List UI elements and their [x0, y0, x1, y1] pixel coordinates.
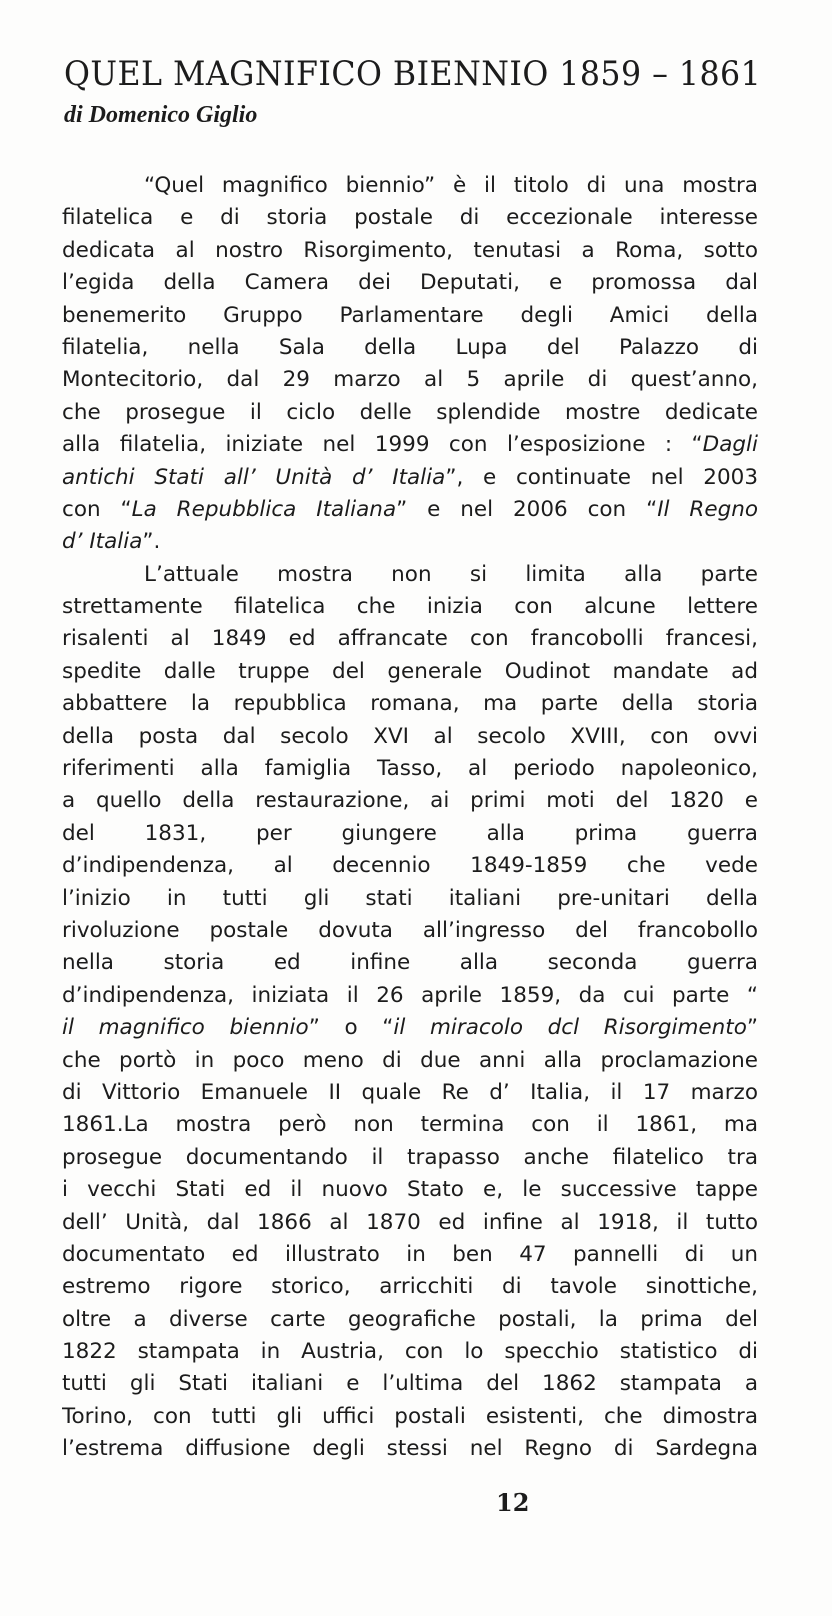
body-line: [62, 1368, 758, 1400]
body-line: [62, 1207, 758, 1239]
text-segment: benemerito Gruppo Parlamentare degli Amici della: [62, 302, 758, 328]
text-segment: l’egida della Camera dei Deputati, e promossa dal: [62, 270, 758, 296]
text-segment: ”.: [142, 529, 161, 555]
text-segment: ”, e continuate nel 2003: [445, 464, 758, 490]
body-line: [62, 623, 758, 655]
text-segment: ” o “: [308, 1015, 394, 1041]
body-line: [62, 494, 758, 526]
article-title: QUEL MAGNIFICO BIENNIO 1859 – 1861: [64, 54, 762, 94]
body-line: [62, 1174, 758, 1206]
body-line: [62, 1142, 758, 1174]
text-segment: filatelica e di storia postale di eccezionale interesse: [62, 205, 758, 231]
text-segment: che portò in poco meno di due anni alla proclamazione: [62, 1047, 758, 1073]
body-line: [62, 559, 758, 591]
body-line: [62, 1012, 758, 1044]
text-segment: Montecitorio, dal 29 marzo al 5 aprile di quest’anno,: [62, 367, 758, 393]
body-line: [62, 429, 758, 461]
body-line: [62, 1045, 758, 1077]
article-byline: di Domenico Giglio: [64, 102, 258, 128]
body-line: [62, 721, 758, 753]
body-line: [62, 656, 758, 688]
body-line: [62, 1401, 758, 1433]
article-body: [62, 170, 758, 1466]
text-segment: risalenti al 1849 ed affrancate con francobolli francesi,: [62, 626, 758, 652]
text-segment: abbattere la repubblica romana, ma parte della storia: [62, 691, 758, 717]
page-number: 12: [496, 1488, 530, 1517]
text-segment: del 1831, per giungere alla prima guerra: [62, 820, 758, 846]
text-segment: dedicata al nostro Risorgimento, tenutasi a Roma, sotto: [62, 237, 758, 263]
text-segment: della posta dal secolo XVI al secolo XVIII, con ovvi: [62, 723, 758, 749]
text-segment: che prosegue il ciclo delle splendide mostre dedicate: [62, 399, 758, 425]
text-segment: riferimenti alla famiglia Tasso, al periodo napoleonico,: [62, 756, 758, 782]
body-line: [62, 267, 758, 299]
text-segment: di Vittorio Emanuele II quale Re d’ Italia, il 17 marzo: [62, 1079, 758, 1105]
body-line: [62, 688, 758, 720]
text-segment: ” e nel 2006 con “: [396, 496, 658, 522]
text-segment: ”: [746, 1015, 758, 1041]
body-line: [62, 850, 758, 882]
body-line: [62, 591, 758, 623]
italic-text-segment: il magnifico biennio: [62, 1015, 309, 1041]
text-segment: estremo rigore storico, arricchiti di tavole sinottiche,: [62, 1274, 758, 1300]
body-line: [62, 364, 758, 396]
text-segment: filatelia, nella Sala della Lupa del Palazzo di: [62, 334, 758, 360]
text-segment: l’estrema diffusione degli stessi nel Regno di Sardegna: [62, 1436, 758, 1462]
body-line: [62, 462, 758, 494]
body-line: [62, 300, 758, 332]
text-segment: d’indipendenza, iniziata il 26 aprile 1859, da cui parte “: [62, 982, 758, 1008]
body-line: [62, 1271, 758, 1303]
text-segment: d’indipendenza, al decennio 1849-1859 che vede: [62, 853, 758, 879]
body-line: [62, 1304, 758, 1336]
text-segment: documentato ed illustrato in ben 47 pannelli di un: [62, 1241, 758, 1267]
text-segment: tutti gli Stati italiani e l’ultima del 1862 stampata a: [62, 1371, 758, 1397]
body-line: [62, 170, 758, 202]
italic-text-segment: il miracolo dcl Risorgimento: [393, 1015, 747, 1041]
body-line: [62, 980, 758, 1012]
body-line: [62, 947, 758, 979]
text-segment: spedite dalle truppe del generale Oudinot mandate ad: [62, 658, 758, 684]
body-line: [62, 753, 758, 785]
body-line: [62, 332, 758, 364]
text-segment: alla filatelia, iniziate nel 1999 con l’esposizione : “: [62, 432, 703, 458]
text-segment: 1822 stampata in Austria, con lo specchio statistico di: [62, 1339, 758, 1365]
text-segment: rivoluzione postale dovuta all’ingresso del francobollo: [62, 917, 758, 943]
text-segment: l’inizio in tutti gli stati italiani pre-unitari della: [62, 885, 758, 911]
text-segment: strettamente filatelica che inizia con alcune lettere: [62, 594, 758, 620]
body-line: [62, 818, 758, 850]
body-line: [62, 1433, 758, 1465]
text-segment: L’attuale mostra non si limita alla parte: [144, 561, 758, 587]
body-line: [62, 1109, 758, 1141]
text-segment: prosegue documentando il trapasso anche filatelico tra: [62, 1144, 758, 1170]
body-line: [62, 1336, 758, 1368]
body-line: [62, 1239, 758, 1271]
text-segment: Torino, con tutti gli uffici postali esistenti, che dimostra: [62, 1403, 758, 1429]
text-segment: con “: [62, 496, 132, 522]
text-segment: “Quel magnifico biennio” è il titolo di una mostra: [144, 173, 758, 198]
body-line: [62, 202, 758, 234]
italic-text-segment: antichi Stati all’ Unità d’ Italia: [62, 464, 446, 490]
body-line: [62, 785, 758, 817]
italic-text-segment: Dagli: [702, 432, 758, 458]
italic-text-segment: Il Regno: [657, 496, 758, 522]
body-line: [62, 235, 758, 267]
body-line: [62, 1077, 758, 1109]
text-segment: i vecchi Stati ed il nuovo Stato e, le successive tappe: [62, 1177, 758, 1203]
text-segment: nella storia ed infine alla seconda guerra: [62, 950, 758, 976]
text-segment: a quello della restaurazione, ai primi moti del 1820 e: [62, 788, 758, 814]
italic-text-segment: La Repubblica Italiana: [131, 496, 397, 522]
body-line: [62, 397, 758, 429]
text-segment: oltre a diverse carte geografiche postali, la prima del: [62, 1306, 758, 1332]
italic-text-segment: d’ Italia: [62, 529, 143, 555]
text-segment: dell’ Unità, dal 1866 al 1870 ed infine al 1918, il tutto: [62, 1209, 758, 1235]
body-line: [62, 526, 758, 558]
text-segment: 1861.La mostra però non termina con il 1861, ma: [62, 1112, 758, 1138]
body-line: [62, 915, 758, 947]
body-line: [62, 883, 758, 915]
